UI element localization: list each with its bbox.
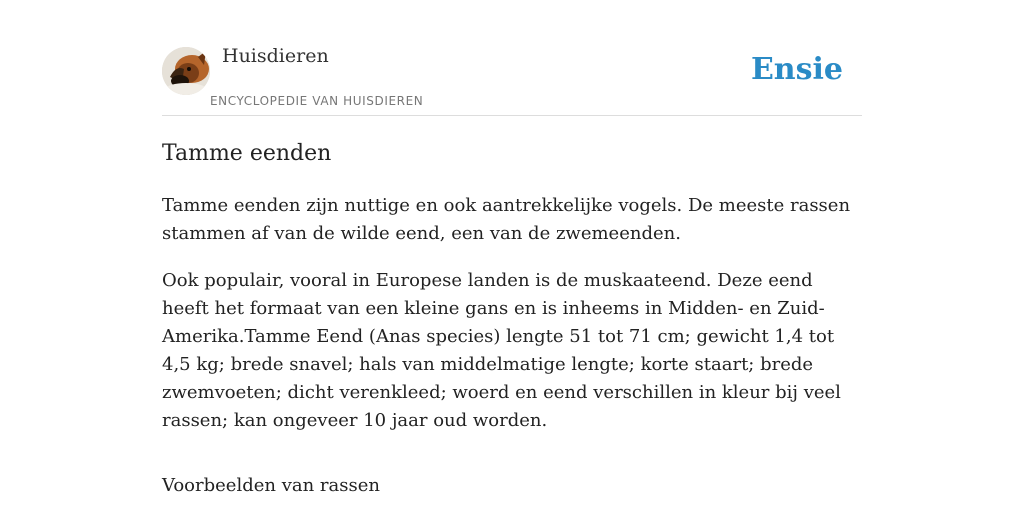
site-subtitle: ENCYCLOPEDIE VAN HUISDIEREN xyxy=(210,94,424,108)
page-title: Tamme eenden xyxy=(162,141,332,166)
article-paragraph-details: Ook populair, vooral in Europese landen is de muskaateend. Deze eend heeft het formaat van een kleine gans en is inheems in Midden- en Zuid-Amerika.Tamme Eend (Anas species) lengte 51 tot 71 cm; gewicht 1,4 tot 4,5 kg; brede snavel; hals van middelmatige lengte; korte staart; brede zwemvoeten; dicht verenkleed; woerd en eend verschillen in kleur bij veel rassen; kan ongeveer 10 jaar oud worden. xyxy=(162,270,841,431)
site-title-link[interactable]: Huisdieren xyxy=(222,45,329,67)
article-body xyxy=(162,192,862,519)
brand-logo[interactable]: Ensie xyxy=(750,52,843,87)
avatar[interactable] xyxy=(162,47,210,95)
site-header xyxy=(162,0,862,116)
dog-photo-icon xyxy=(162,47,210,95)
article-paragraph-intro: Tamme eenden zijn nuttige en ook aantrekkelijke vogels. De meeste rassen stammen af van de wilde eend, een van de zwemeenden. xyxy=(162,195,851,244)
page-container xyxy=(162,0,862,496)
article-subheading-breeds: Voorbeelden van rassen xyxy=(162,475,380,496)
